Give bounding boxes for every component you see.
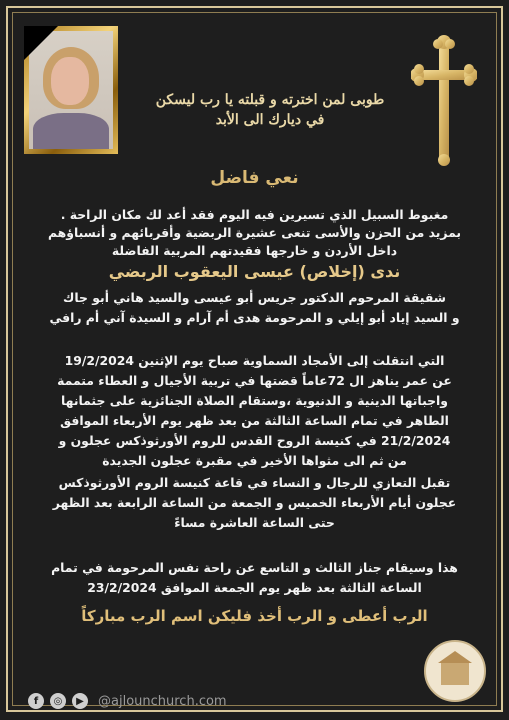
mourning-ribbon	[24, 26, 58, 60]
memorial-line: هذا وسيقام جناز الثالث و التاسع عن راحة نفس المرحومة في تمام	[51, 560, 458, 575]
church-logo	[424, 640, 486, 702]
family-line: شقيقة المرحوم الدكتور جريس أبو عيسى والسيد هاني أبو جاك	[63, 290, 446, 305]
condolences-line: حتى الساعة العاشرة مساءً	[174, 515, 335, 530]
cross-icon	[411, 34, 477, 166]
family-line: و السيد إياد أبو إيلي و المرحومة هدى أم آرام و السيدة آني أم رافي	[49, 310, 460, 325]
intro-line: مغبوط السبيل الذي تسيرين فيه اليوم فقد أعد لك مكان الراحة .	[60, 207, 449, 222]
intro-line: داخل الأردن و خارجها فقيدتهم المربية الفاضلة	[111, 243, 398, 258]
verse-line: في ديارك الى الأبد	[215, 112, 325, 128]
church-icon	[441, 663, 469, 685]
social-footer	[28, 690, 227, 712]
deceased-name: ندى (إخلاص) عيسى اليعقوب الربضي	[108, 262, 401, 281]
condolences-line: عجلون أيام الأربعاء الخميس و الجمعة من الساعة الرابعة بعد الظهر	[52, 495, 457, 510]
closing-verse: الرب أعطى و الرب أخذ فليكن اسم الرب مباركاً	[81, 607, 428, 625]
memorial-line: الساعة الثالثة بعد ظهر يوم الجمعة الموافق 23/2/2024	[87, 580, 422, 595]
intro-line: بمزيد من الحزن والأسى تنعى عشيرة الربضية وأقربائهم و أنسباؤهم	[47, 225, 462, 240]
details-line: التي انتقلت إلى الأمجاد السماوية صباح يوم الإثنين 19/2/2024	[64, 353, 445, 368]
details-line: الطاهر في تمام الساعة الثالثة من بعد ظهر يوم الأربعاء الموافق	[60, 413, 449, 428]
details-line: من ثم الى مثواها الأخير في مقبرة عجلون الجديدة	[102, 453, 407, 468]
page-title: نعي فاضل	[210, 168, 299, 188]
details-line: عن عمر يناهز ال 72عاماً قضتها في تربية الأجيال و العطاء متممة	[57, 373, 452, 388]
condolences-line: تقبل التعازي للرجال و النساء في قاعة كنيسة الروم الأورثوذكس	[58, 475, 451, 490]
details-line: 21/2/2024 في كنيسة الروح القدس للروم الأورثوذكس عجلون و	[58, 433, 451, 448]
details-line: واجباتها الدينية و الدنيوية ،وستقام الصلاة الجنائزية على جثمانها	[60, 393, 449, 408]
facebook-icon[interactable]: f	[28, 693, 44, 709]
verse-line: طوبى لمن اخترته و قبلته يا رب ليسكن	[155, 92, 385, 108]
instagram-icon[interactable]: ◎	[50, 693, 66, 709]
website-handle[interactable]: @ajlounchurch.com	[98, 693, 227, 709]
scripture-verse	[140, 90, 400, 130]
youtube-icon[interactable]: ▶	[72, 693, 88, 709]
